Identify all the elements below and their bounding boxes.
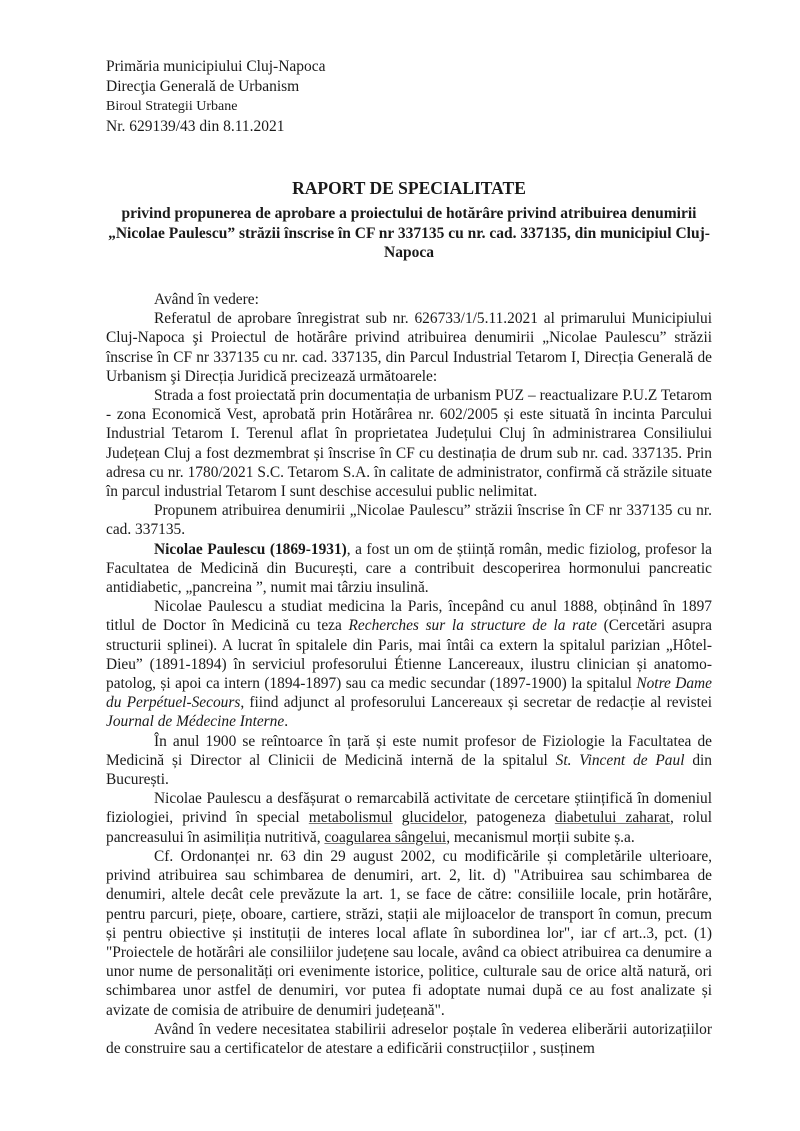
document-subtitle: privind propunerea de aprobare a proiectului de hotărâre privind atribuirea denumirii „Nicolae Paulescu” străzii înscrise în CF nr 337135 cu nr. cad. 337135, din municipiul Cluj-Napoca (108, 205, 710, 261)
text: Nicolae Paulescu a desfășurat o remarcabilă activitate de cercetare științifică în domeniul fiziologiei, privind în special (106, 790, 712, 827)
link-glucides[interactable]: glucidelor (401, 809, 464, 827)
text: (Cercetări asupra structurii splinei). A lucrat în spitalele din Paris, mai întâi ca extern la spitalul parizian „Hôtel-Dieu” (1891-1894) în serviciul profesorului Étienne Lancereaux, ilustru clinician și anatomo-patolog, și apoi ca intern (1894-1897) sau ca medic secundar (1897-1900) la spitalul (106, 617, 712, 693)
document-body (106, 290, 712, 1058)
paragraph-biography (106, 540, 712, 598)
text: , patogeneza (463, 809, 555, 827)
institution-name: Primăria municipiului Cluj-Napoca (106, 58, 326, 75)
paragraph-conclusion: Având în vedere necesitatea stabilirii adreselor poștale în vederea eliberării autorizațiilor de construire sau a certificatelor de atestare a edificării construcțiilor , susținem (106, 1020, 712, 1057)
paragraph-intro: Având în vedere: (154, 291, 259, 308)
paragraph-proposal: Propunem atribuirea denumirii „Nicolae Paulescu” străzii înscrise în CF nr 337135 cu nr. cad. 337135. (106, 502, 712, 539)
text: . (284, 713, 289, 731)
link-metabolism[interactable]: metabolismul (308, 809, 393, 827)
link-diabetes[interactable]: diabetului zaharat (554, 809, 670, 827)
directorate-name: Direcţia Generală de Urbanism (106, 78, 300, 95)
text: În anul 1900 se reîntoarce în țară și este numit profesor de Fiziologie la Facultatea de Medicină și Director al Clinicii de Medicină internă de la spitalul (106, 732, 712, 769)
text: din București. (106, 751, 713, 789)
registration-number: Nr. 629139/43 din 8.11.2021 (106, 118, 285, 135)
person-name-bold: Nicolae Paulescu (1869-1931) (154, 540, 347, 558)
office-name: Biroul Strategii Urbane (106, 99, 238, 114)
paragraph-referat: Referatul de aprobare înregistrat sub nr. 626733/1/5.11.2021 al primarului Municipiului Cluj-Napoca şi Proiectul de hotărâre privind atribuirea denumirii „Nicolae Paulescu” străzii înscrise în CF nr 337135 cu nr. cad. 337135, din Parcul Industrial Tetarom I, Direcția Generală de Urbanism şi Direcția Juridică precizează următoarele: (106, 310, 712, 385)
journal-name: Journal de Médecine Interne (106, 713, 285, 731)
paragraph-legal-basis: Cf. Ordonanței nr. 63 din 29 august 2002, cu modificările și completările ulterioare, privind atribuirea sau schimbarea de denumiri, art. 2, lit. d) "Atribuirea sau schimbarea de denumiri, altele decât cele prevăzute la art. 1, se face de către: consiliile locale, prin hotărâre, pentru parcuri, piețe, oboare, cartiere, străzi, stații ale mijloacelor de transport în comun, precum și pentru obiective și instituții de interes local aflate în subordinea lor", iar cf art..3, pct. (1) "Proiectele de hotărâri ale consiliilor județene sau locale, având ca obiect atribuirea ca denumire a unor nume de personalități ori evenimente istorice, politice, culturale sau de orice altă natură, ori schimbarea unor astfel de denumiri, vor putea fi adoptate numai după ce au fost analizate și avizate de comisia de atribuire de denumiri județeană". (106, 847, 712, 1019)
text: , fiind adjunct al profesorului Lancereaux și secretar de redacție al revistei (240, 694, 712, 712)
title-block (106, 176, 712, 263)
paragraph-street-description: Strada a fost proiectată prin documentația de urbanism PUZ – reactualizare P.U.Z Tetarom - zona Economică Vest, aprobată prin Hotărârea nr. 602/2005 și este situată în incinta Parcului Industrial Tetarom I. Terenul aflat în proprietatea Județului Cluj în administrarea Consiliului Județean Cluj a fost dezmembrat și înscrise în CF cu destinația de drum sub nr. cad. 337135. Prin adresa cu nr. 1780/2021 S.C. Tetarom S.A. în calitate de administrator, confirmă că străzile situate în parcul industrial Tetarom I sunt deschise accesului public nelimitat. (106, 387, 712, 501)
letterhead (106, 57, 326, 137)
text: , rolul pancreasului în asimiliția nutritivă, (106, 809, 712, 846)
hospital-name: St. Vincent de Paul (555, 751, 685, 769)
text: , mecanismul morții subite ș.a. (446, 828, 635, 846)
document-title: RAPORT DE SPECIALITATE (292, 178, 526, 198)
paragraph-studies (106, 597, 712, 731)
hospital-name: Notre Dame du Perpétuel-Secours (106, 675, 712, 712)
biography-text: , a fost un om de știință român, medic fiziolog, profesor la Facultatea de Medicină din București, care a contribuit descoperirea hormonului pancreatic antidiabetic, „pancreina ”, numit mai târziu insulină. (106, 540, 712, 597)
link-coagulation[interactable]: coagularea sângelui (324, 828, 447, 846)
text (393, 809, 402, 826)
paragraph-return (106, 732, 712, 790)
text: Nicolae Paulescu a studiat medicina la Paris, începând cu anul 1888, obținând în 1897 titlul de Doctor în Medicină cu teza (106, 598, 712, 635)
thesis-title: Recherches sur la structure de la rate (348, 617, 597, 635)
paragraph-research (106, 789, 712, 847)
